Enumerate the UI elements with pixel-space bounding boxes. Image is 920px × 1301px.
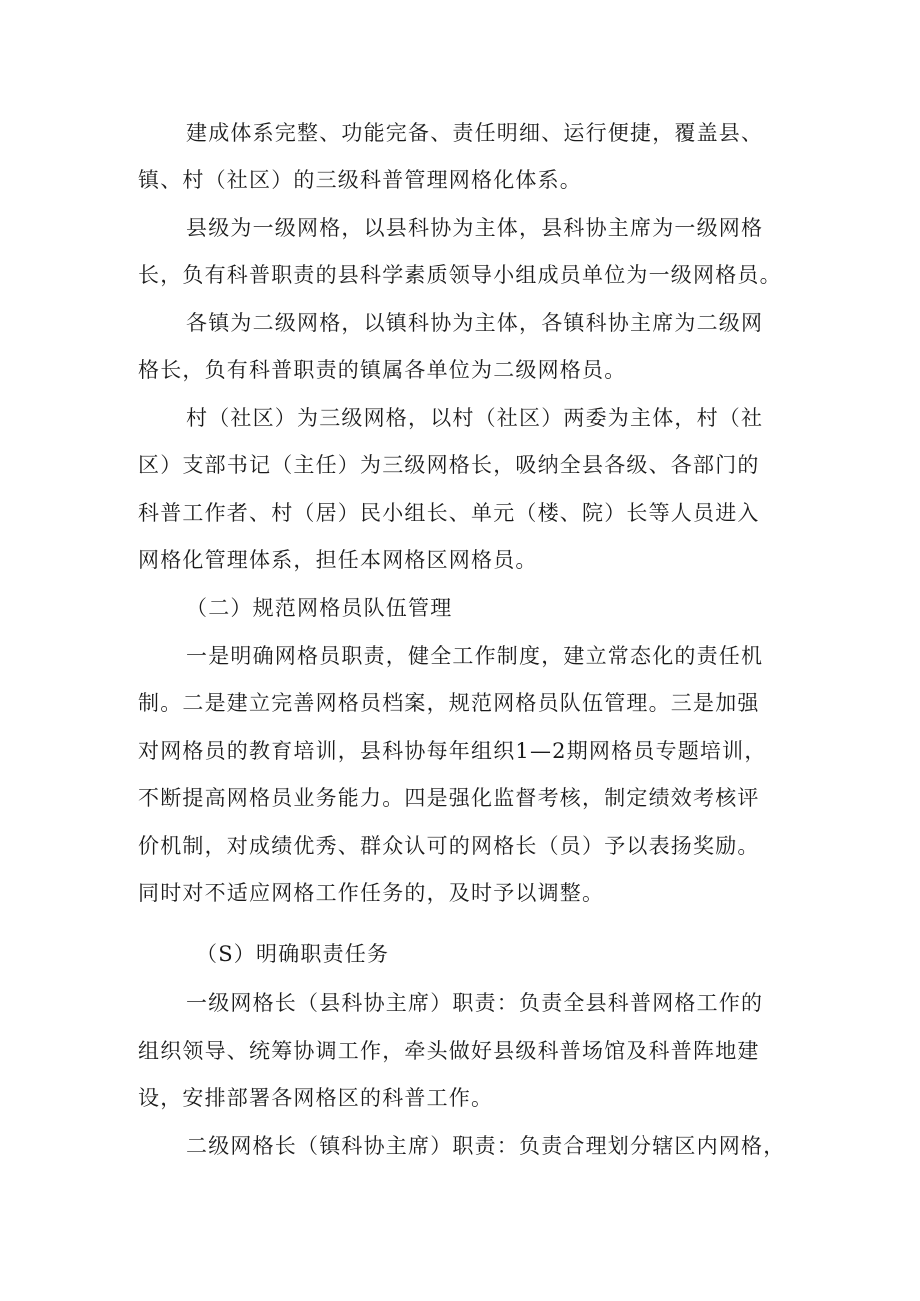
text-line: 各镇为二级网格，以镇科协为主体，各镇科协主席为二级网 <box>186 311 764 335</box>
text-line: 网格化管理体系，担任本网格区网格员。 <box>138 548 538 572</box>
text-line: 一是明确网格员职责，健全工作制度，建立常态化的责任机 <box>186 644 764 668</box>
text-line: 对网格员的教育培训，县科协每年组织1—2期网格员专题培训， <box>138 739 767 763</box>
text-line: 长，负有科普职责的县科学素质领导小组成员单位为一级网格员。 <box>138 263 782 287</box>
text-line: 二级网格长（镇科协主席）职责：负责合理划分辖区内网格， <box>186 1134 786 1158</box>
text-line: 不断提高网格员业务能力。四是强化监督考核，制定绩效考核评 <box>138 786 760 810</box>
section-heading: （S）明确职责任务 <box>196 942 390 966</box>
text-line: 价机制，对成绩优秀、群众认可的网格长（员）予以表扬奖励。 <box>138 834 760 858</box>
text-line: 一级网格长（县科协主席）职责：负责全县科普网格工作的 <box>186 991 764 1015</box>
text-line: 镇、村（社区）的三级科普管理网格化体系。 <box>138 168 582 192</box>
text-line: 村（社区）为三级网格，以村（社区）两委为主体，村（社 <box>186 406 764 430</box>
section-heading: （二）规范网格员队伍管理 <box>186 596 453 620</box>
text-line: 区）支部书记（主任）为三级网格长，吸纳全县各级、各部门的 <box>138 453 760 477</box>
text-line: 同时对不适应网格工作任务的，及时予以调整。 <box>138 881 605 905</box>
text-line: 组织领导、统筹协调工作，牵头做好县级科普场馆及科普阵地建 <box>138 1039 760 1063</box>
text-line: 制。二是建立完善网格员档案，规范网格员队伍管理。三是加强 <box>138 691 760 715</box>
text-line: 建成体系完整、功能完备、责任明细、运行便捷，覆盖县、 <box>186 121 764 145</box>
text-line: 设，安排部署各网格区的科普工作。 <box>138 1086 494 1110</box>
text-line: 格长，负有科普职责的镇属各单位为二级网格员。 <box>138 358 627 382</box>
text-line: 县级为一级网格，以县科协为主体，县科协主席为一级网格 <box>186 216 764 240</box>
text-line: 科普工作者、村（居）民小组长、单元（楼、院）长等人员进入 <box>138 501 760 525</box>
